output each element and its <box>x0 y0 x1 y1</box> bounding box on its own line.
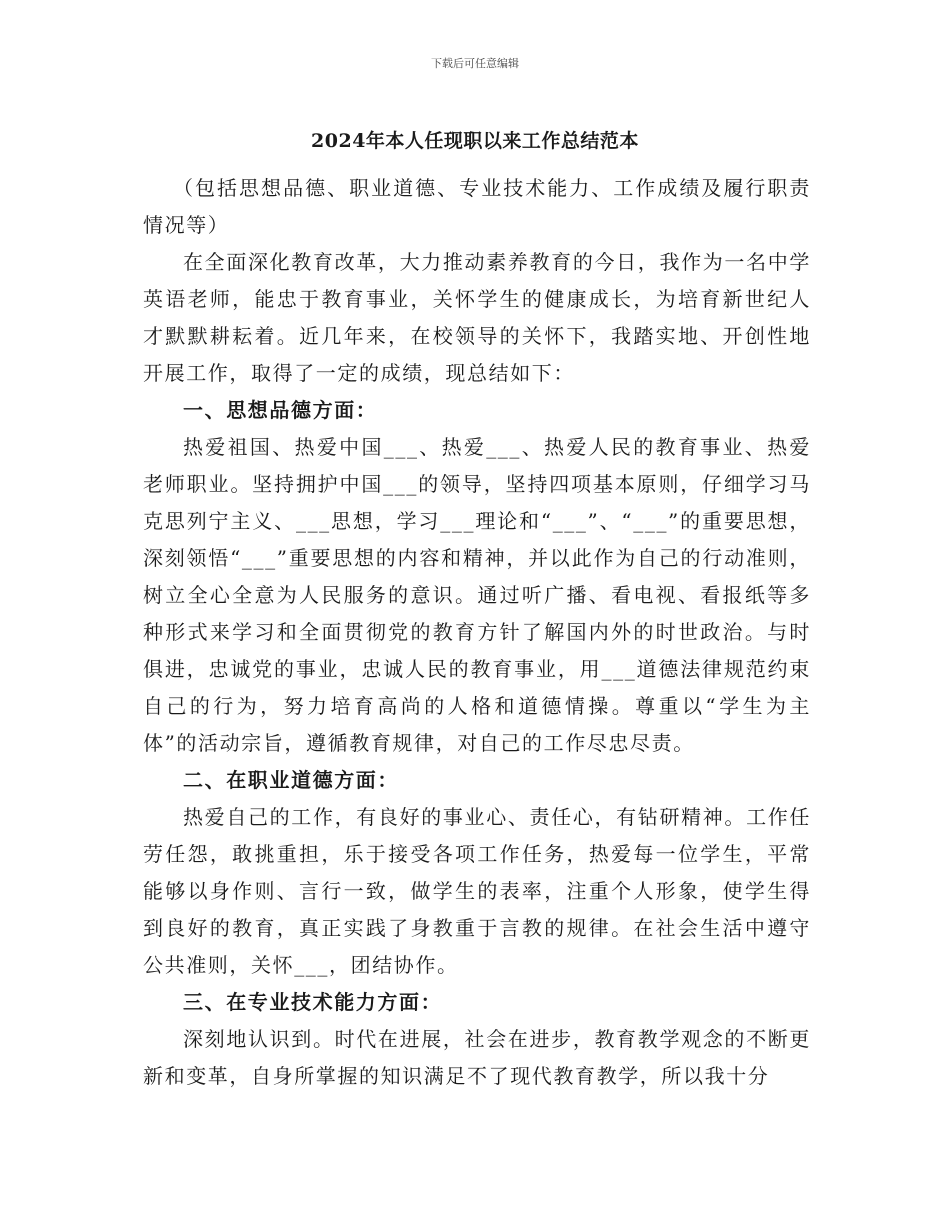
subtitle-paragraph: （包括思想品德、职业道德、专业技术能力、工作成绩及履行职责情况等） <box>143 176 811 237</box>
section-body-technical-ability: 深刻地认识到。时代在进展，社会在进步，教育教学观念的不断更新和变革，自身所掌握的知识满足不了现代教育教学，所以我十分 <box>143 1027 811 1088</box>
section-heading-professional-ethics: 二、在职业道德方面： <box>183 768 399 792</box>
document-body <box>143 170 811 1095</box>
section-heading-ideology: 一、思想品德方面： <box>183 398 378 422</box>
header-note: 下载后可任意编辑 <box>431 57 519 70</box>
document-title: 2024年本人任现职以来工作总结范本 <box>311 130 639 152</box>
section-heading-technical-ability: 三、在专业技术能力方面： <box>183 990 443 1014</box>
section-body-ideology: 热爱祖国、热爱中国___、热爱___、热爱人民的教育事业、热爱老师职业。坚持拥护中国___的领导，坚持四项基本原则，仔细学习马克思列宁主义、___思想，学习___理论和“___”、“___”的重要思想，深刻领悟“___”重要思想的内容和精神，并以此作为自己的行动准则，树立全心全意为人民服务的意识。通过听广播、看电视、看报纸等多种形式来学习和全面贯彻党的教育方针了解国内外的时世政治。与时俱进，忠诚党的事业，忠诚人民的教育事业，用___道德法律规范约束自己的行为，努力培育高尚的人格和道德情操。尊重以“学生为主体”的活动宗旨，遵循教育规律，对自己的工作尽忠尽责。 <box>143 435 811 755</box>
section-body-professional-ethics: 热爱自己的工作，有良好的事业心、责任心，有钻研精神。工作任劳任怨，敢挑重担，乐于接受各项工作任务，热爱每一位学生，平常能够以身作则、言行一致，做学生的表率，注重个人形象，使学生得到良好的教育，真正实践了身教重于言教的规律。在社会生活中遵守公共准则，关怀___，团结协作。 <box>143 805 811 977</box>
intro-paragraph: 在全面深化教育改革，大力推动素养教育的今日，我作为一名中学英语老师，能忠于教育事业，关怀学生的健康成长，为培育新世纪人才默默耕耘着。近几年来，在校领导的关怀下，我踏实地、开创性地开展工作，取得了一定的成绩，现总结如下： <box>143 250 811 385</box>
